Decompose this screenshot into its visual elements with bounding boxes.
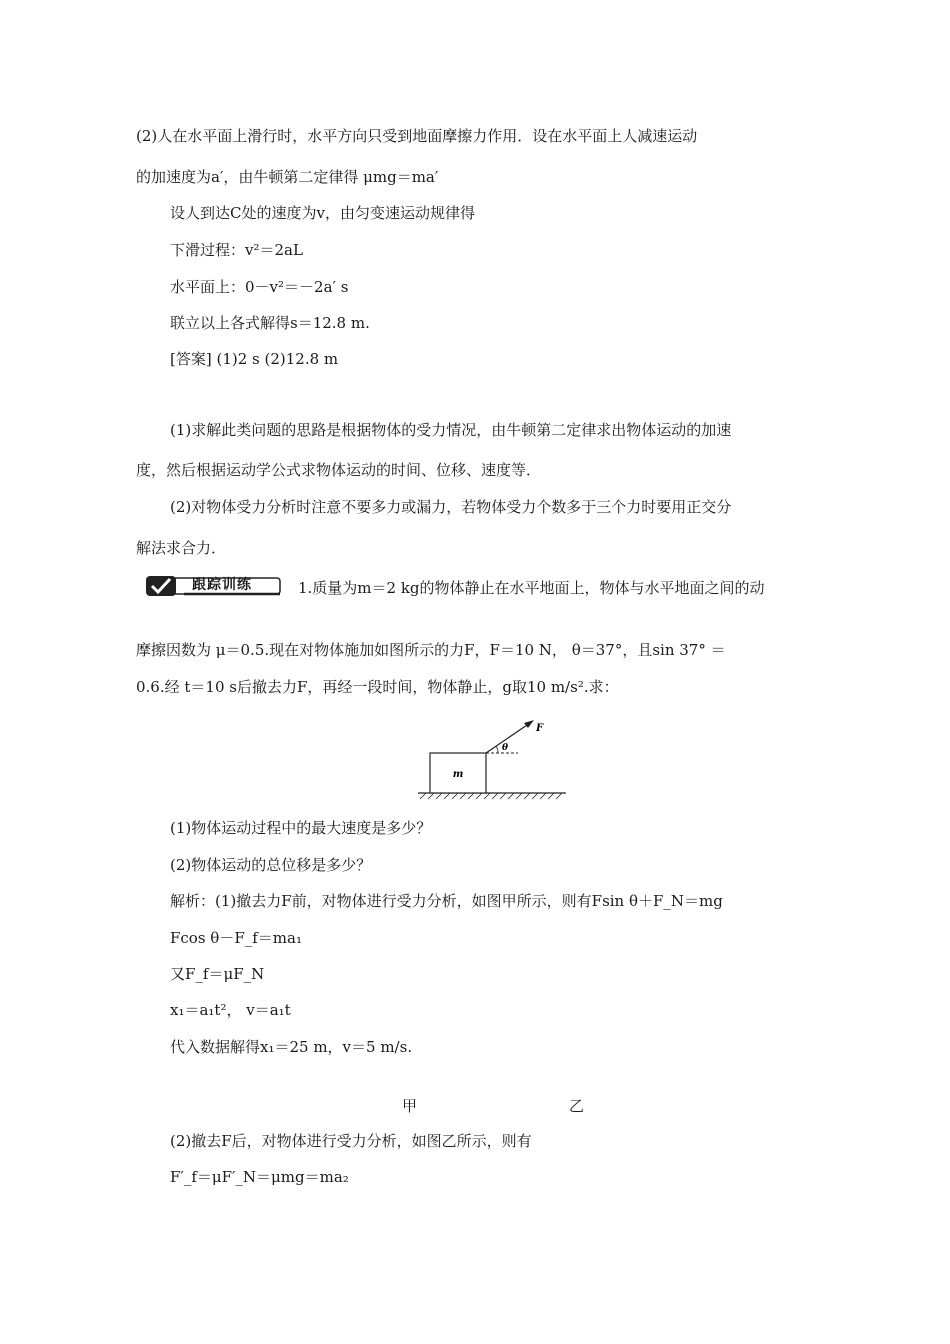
force-diagram: [412, 713, 572, 803]
text-line-11: 解法求合力．: [136, 539, 227, 557]
text-line-12: 1.质量为m＝2 kg的物体静止在水平地面上，物体与水平地面之间的动: [298, 579, 765, 597]
text-line-1: (2)人在水平面上滑行时，水平方向只受到地面摩擦力作用．设在水平面上人减速运动: [136, 127, 698, 145]
text-line-13: 摩擦因数为 μ＝0.5.现在对物体施加如图所示的力F，F＝10 N， θ＝37°，且sin 37° ＝: [136, 641, 726, 659]
solution-line-7: F′_f＝μF′_N＝μmg＝ma₂: [170, 1168, 349, 1186]
text-line-2: 的加速度为a′，由牛顿第二定律得 μmg＝ma′: [136, 168, 439, 186]
text-line-3: 设人到达C处的速度为v，由匀变速运动规律得: [170, 204, 475, 222]
mass-label: m: [452, 769, 464, 780]
text-line-6: 联立以上各式解得s＝12.8 m.: [170, 314, 370, 332]
force-label: F: [536, 723, 544, 734]
ground-hatching: [420, 793, 562, 799]
question-1: (1)物体运动过程中的最大速度是多少？: [170, 819, 432, 837]
answer-line: [答案] (1)2 s (2)12.8 m: [170, 350, 339, 368]
solution-line-3: 又F_f＝μF_N: [170, 965, 265, 983]
text-line-4: 下滑过程：v²＝2aL: [170, 241, 303, 259]
figure-caption-yi: 乙: [569, 1097, 585, 1115]
check-mark-icon: [146, 576, 176, 596]
text-line-5: 水平面上：0－v²＝－2a′ s: [170, 278, 349, 296]
question-2: (2)物体运动的总位移是多少？: [170, 856, 372, 874]
figure-caption-jia: 甲: [402, 1097, 418, 1115]
text-line-8: (1)求解此类问题的思路是根据物体的受力情况，由牛顿第二定律求出物体运动的加速: [170, 421, 732, 439]
angle-arc: [496, 746, 498, 753]
force-arrowhead: [524, 720, 534, 728]
solution-line-2: Fcos θ－F_f＝ma₁: [170, 929, 302, 947]
text-line-9: 度，然后根据运动学公式求物体运动的时间、位移、速度等．: [136, 461, 542, 479]
solution-line-4: x₁＝a₁t²， v＝a₁t: [170, 1001, 291, 1019]
solution-line-6: (2)撤去F后，对物体进行受力分析，如图乙所示，则有: [170, 1132, 532, 1150]
solution-line-5: 代入数据解得x₁＝25 m，v＝5 m/s.: [170, 1038, 413, 1056]
angle-label: θ: [502, 743, 509, 753]
solution-line-1: 解析：(1)撤去力F前，对物体进行受力分析，如图甲所示，则有Fsin θ＋F_N＝mg: [170, 892, 723, 910]
tracking-training-badge: [144, 575, 282, 597]
badge-label: 跟踪训练: [192, 577, 252, 593]
text-line-10: (2)对物体受力分析时注意不要多力或漏力，若物体受力个数多于三个力时要用正交分: [170, 498, 732, 516]
text-line-14: 0.6.经 t＝10 s后撤去力F，再经一段时间，物体静止，g取10 m/s².求：: [136, 678, 619, 696]
